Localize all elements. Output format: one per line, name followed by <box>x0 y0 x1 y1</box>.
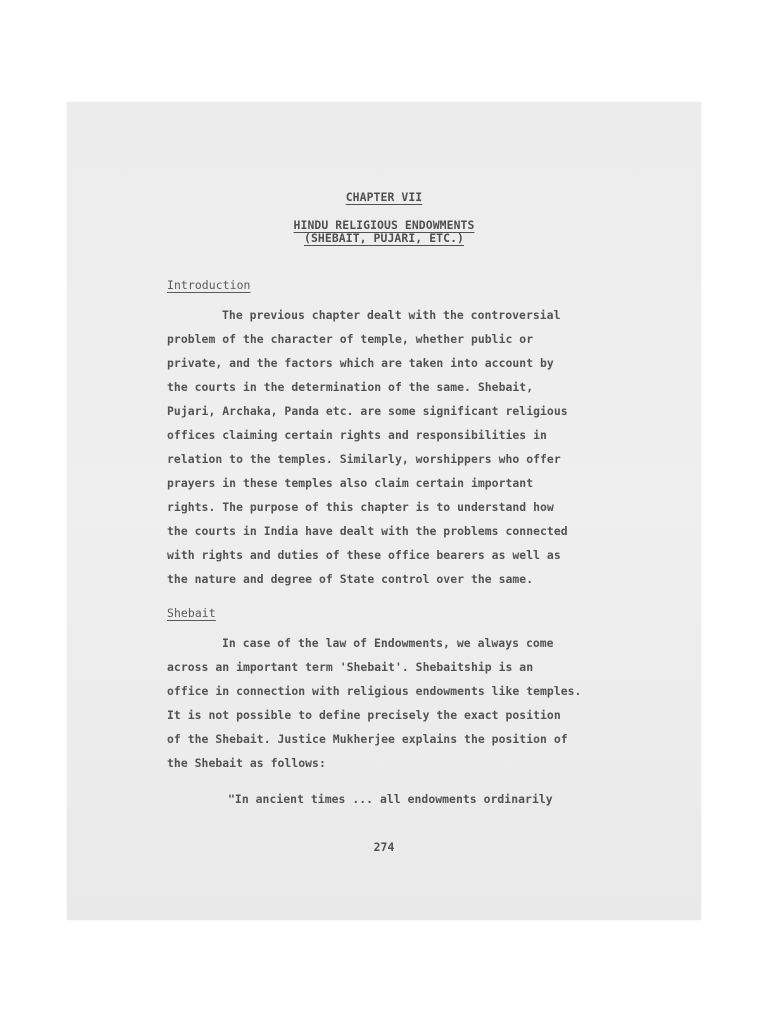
page-number: 274 <box>373 840 395 854</box>
section-heading-shebait: Shebait <box>167 606 216 620</box>
paragraph-line: of the Shebait. Justice Mukherjee explains the position of <box>167 732 568 746</box>
paragraph-line: rights. The purpose of this chapter is to understand how <box>167 500 554 514</box>
paragraph-line: It is not possible to define precisely the exact position <box>167 708 561 722</box>
chapter-subtitle: (SHEBAIT, PUJARI, ETC.) <box>303 231 465 245</box>
paragraph-line: Pujari, Archaka, Panda etc. are some significant religious <box>167 404 568 418</box>
document-page <box>67 102 701 920</box>
paragraph-line: prayers in these temples also claim certain important <box>167 476 534 490</box>
paragraph-line: the courts in the determination of the same. Shebait, <box>167 380 534 394</box>
paragraph-line: across an important term 'Shebait'. Shebaitship is an <box>167 660 534 674</box>
paragraph-line: with rights and duties of these office bearers as well as <box>167 548 561 562</box>
paragraph-line: private, and the factors which are taken into account by <box>167 356 554 370</box>
section-heading-introduction: Introduction <box>167 278 251 292</box>
paragraph-line: offices claiming certain rights and responsibilities in <box>167 428 547 442</box>
paragraph-line: The previous chapter dealt with the controversial <box>222 308 561 322</box>
paragraph-line: relation to the temples. Similarly, worshippers who offer <box>167 452 561 466</box>
paragraph-line: office in connection with religious endowments like temples. <box>167 684 582 698</box>
paragraph-line: problem of the character of temple, whether public or <box>167 332 534 346</box>
chapter-title: HINDU RELIGIOUS ENDOWMENTS <box>293 218 475 232</box>
paragraph-line: the Shebait as follows: <box>167 756 326 770</box>
chapter-number: CHAPTER VII <box>345 190 423 204</box>
paragraph-line: In case of the law of Endowments, we always come <box>222 636 554 650</box>
quote-line: "In ancient times ... all endowments ordinarily <box>228 792 553 806</box>
paragraph-line: the nature and degree of State control over the same. <box>167 572 534 586</box>
paragraph-line: the courts in India have dealt with the problems connected <box>167 524 568 538</box>
